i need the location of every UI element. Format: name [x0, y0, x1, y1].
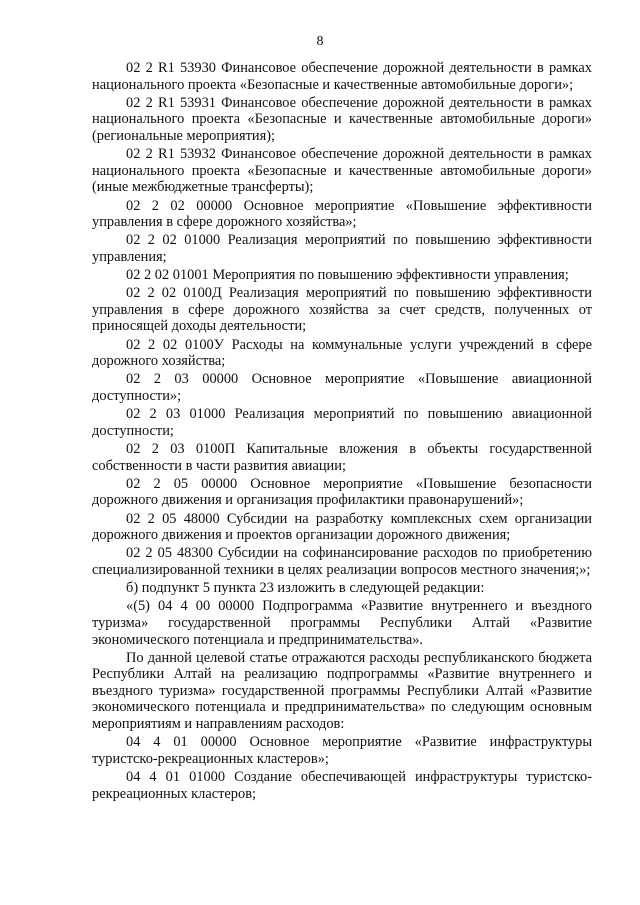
paragraph: 04 4 01 01000 Создание обеспечивающей инфраструктуры туристско-рекреационных кластеров;	[92, 769, 592, 802]
paragraph: 02 2 R1 53932 Финансовое обеспечение дорожной деятельности в рамках национального проекта «Безопасные и качественные автомобильные дороги» (иные межбюджетные трансферты);	[92, 146, 592, 196]
paragraph: 02 2 05 00000 Основное мероприятие «Повышение безопасности дорожного движения и организация профилактики правонарушений»;	[92, 475, 592, 509]
paragraph: 02 2 02 01001 Мероприятия по повышению эффективности управления;	[126, 267, 569, 284]
paragraph: 02 2 05 48000 Субсидии на разработку комплексных схем организации дорожного движения и проектов организации дорожного движения;	[92, 510, 592, 544]
paragraph: 04 4 01 00000 Основное мероприятие «Развитие инфраструктуры туристско-рекреационных кластеров»;	[92, 734, 592, 767]
page-number: 8	[316, 34, 324, 49]
paragraph: 02 2 02 0100У Расходы на коммунальные услуги учреждений в сфере дорожного хозяйства;	[92, 336, 592, 370]
paragraph: По данной целевой статье отражаются расходы республиканского бюджета Республики Алтай на реализацию подпрограммы «Развитие внутреннего и въездного туризма» государственной программы Республики Алтай «Развитие экономического потенциала и предпринимательства» по следующим основным мероприятиям и направлениям расходов:	[92, 649, 592, 733]
paragraph: 02 2 03 00000 Основное мероприятие «Повышение авиационной доступности»;	[92, 371, 592, 405]
paragraph: 02 2 03 01000 Реализация мероприятий по повышению авиационной доступности;	[92, 406, 592, 439]
paragraph: 02 2 R1 53931 Финансовое обеспечение дорожной деятельности в рамках национального проекта «Безопасные и качественные автомобильные дороги» (региональные мероприятия);	[92, 94, 592, 144]
paragraph: 02 2 05 48300 Субсидии на софинансирование расходов по приобретению специализированной техники в целях реализации вопросов местного значения;»;	[92, 545, 592, 578]
paragraph: 02 2 02 0100Д Реализация мероприятий по повышению эффективности управления в сфере дорожного хозяйства за счет средств, полученных от приносящей доходы деятельности;	[92, 285, 592, 335]
paragraph: 02 2 R1 53930 Финансовое обеспечение дорожной деятельности в рамках национального проекта «Безопасные и качественные автомобильные дороги»;	[92, 60, 592, 93]
document-body	[92, 60, 592, 804]
paragraph: 02 2 02 00000 Основное мероприятие «Повышение эффективности управления в сфере дорожного хозяйства»;	[92, 197, 592, 231]
paragraph: 02 2 02 01000 Реализация мероприятий по повышению эффективности управления;	[92, 232, 592, 265]
paragraph: б) подпункт 5 пункта 23 изложить в следующей редакции:	[126, 580, 485, 597]
paragraph: «(5) 04 4 00 00000 Подпрограмма «Развитие внутреннего и въездного туризма» государственной программы Республики Алтай «Развитие экономического потенциала и предпринимательства».	[92, 598, 592, 648]
paragraph: 02 2 03 0100П Капитальные вложения в объекты государственной собственности в части развития авиации;	[92, 441, 592, 474]
